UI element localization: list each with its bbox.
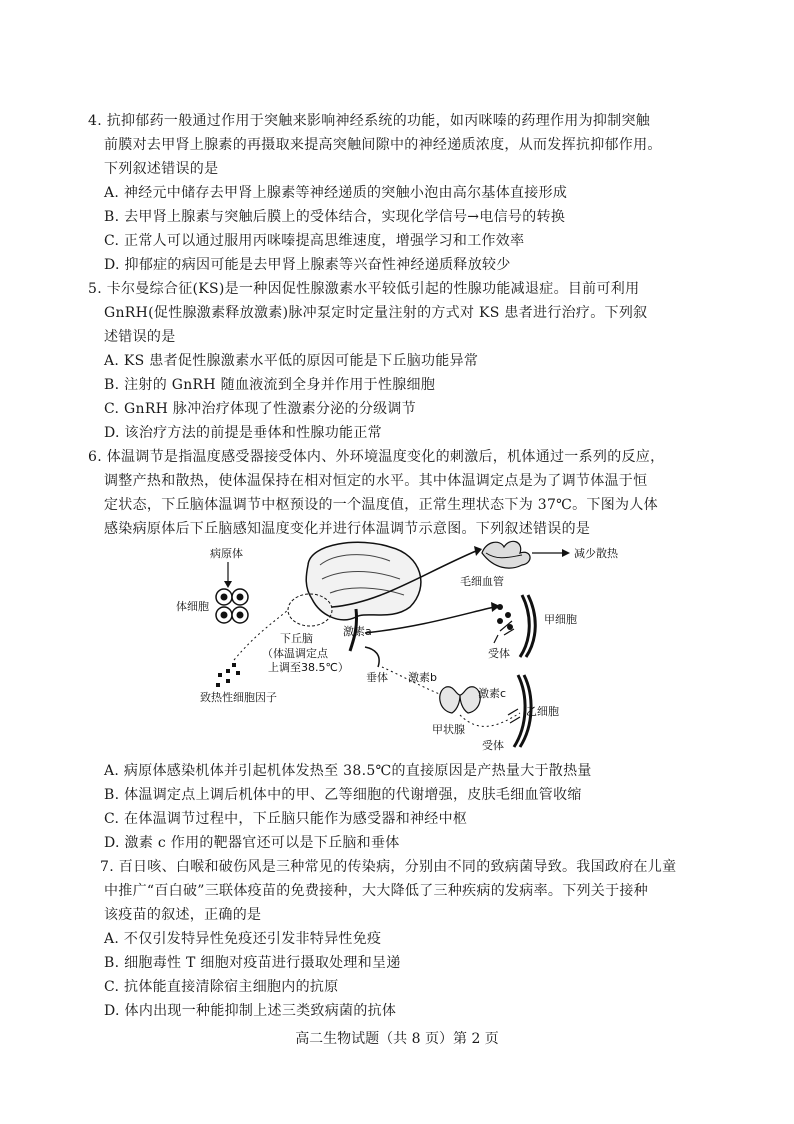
q4-stem-line-2: 前膜对去甲肾上腺素的再摄取来提高突触间隙中的神经递质浓度，从而发挥抗抑郁作用。 bbox=[104, 137, 662, 153]
q6-option-c: C. 在体温调节过程中，下丘脑只能作为感受器和神经中枢 bbox=[104, 811, 468, 827]
q6-stem-line-4: 感染病原体后下丘脑感知温度变化并进行体温调节示意图。下列叙述错误的是 bbox=[104, 521, 591, 537]
thermoregulation-diagram bbox=[160, 535, 640, 760]
q6-stem-line-2: 调整产热和散热，使体温保持在相对恒定的水平。其中体温调定点是为了调节体温于恒 bbox=[104, 473, 648, 489]
label-capillary: 毛细血管 bbox=[460, 575, 504, 588]
label-cell-a: 甲细胞 bbox=[544, 613, 577, 626]
q5-option-d: D. 该治疗方法的前提是垂体和性腺功能正常 bbox=[104, 425, 382, 441]
label-setpoint-1: （体温调定点 bbox=[262, 647, 328, 660]
label-setpoint-2: 上调至38.5℃） bbox=[268, 661, 349, 674]
q7-stem-line-3: 该疫苗的叙述，正确的是 bbox=[104, 907, 262, 923]
q4-stem-line-3: 下列叙述错误的是 bbox=[104, 161, 219, 177]
label-receptor-b: 受体 bbox=[482, 739, 504, 752]
q5-stem-line-2: GnRH(促性腺激素释放激素)脉冲泵定时定量注射的方式对 KS 患者进行治疗。下列叙 bbox=[104, 305, 648, 321]
q4-option-c: C. 正常人可以通过服用丙咪嗪提高思维速度，增强学习和工作效率 bbox=[104, 233, 525, 249]
q4-option-b: B. 去甲肾上腺素与突触后膜上的受体结合，实现化学信号→电信号的转换 bbox=[104, 209, 566, 225]
q6-option-d: D. 激素 c 作用的靶器官还可以是下丘脑和垂体 bbox=[104, 835, 400, 851]
label-cell-b: 乙细胞 bbox=[526, 705, 559, 718]
pyrogen-dots-icon bbox=[216, 663, 240, 687]
q4-option-a: A. 神经元中储存去甲肾上腺素等神经递质的突触小泡由高尔基体直接形成 bbox=[104, 185, 568, 201]
q4-stem-line-1: 4. 抗抑郁药一般通过作用于突触来影响神经系统的功能，如丙咪嗪的药理作用为抑制突触 bbox=[88, 113, 651, 129]
q5-stem-line-1: 5. 卡尔曼综合征(KS)是一种因促性腺激素水平较低引起的性腺功能减退症。目前可利用 bbox=[88, 281, 640, 297]
label-pituitary: 垂体 bbox=[366, 671, 388, 684]
q7-option-b: B. 细胞毒性 T 细胞对疫苗进行摄取处理和呈递 bbox=[104, 955, 401, 971]
q7-option-c: C. 抗体能直接清除宿主细胞内的抗原 bbox=[104, 979, 339, 995]
capillary-icon bbox=[482, 541, 530, 568]
q7-option-a: A. 不仅引发特异性免疫还引发非特异性免疫 bbox=[104, 931, 382, 947]
label-thyroid: 甲状腺 bbox=[432, 723, 465, 736]
label-receptor-a: 受体 bbox=[488, 647, 510, 660]
label-reduce-heat: 减少散热 bbox=[574, 547, 618, 560]
body-cells-icon bbox=[216, 589, 248, 623]
arrowhead-icon bbox=[224, 581, 232, 588]
page-footer: 高二生物试题（共 8 页）第 2 页 bbox=[295, 1031, 499, 1047]
label-hormone-a: 激素a bbox=[343, 625, 372, 638]
arrowhead-icon bbox=[474, 546, 482, 556]
pituitary-icon bbox=[365, 647, 379, 667]
q7-stem-line-1: 7. 百日咳、白喉和破伤风是三种常见的传染病，分别由不同的致病菌导致。我国政府在儿童 bbox=[100, 859, 677, 875]
q5-option-a: A. KS 患者促性腺激素水平低的原因可能是下丘脑功能异常 bbox=[104, 353, 479, 369]
dotted-arrow-hormone-c bbox=[460, 713, 520, 726]
label-hypothalamus: 下丘脑 bbox=[280, 632, 313, 645]
q6-stem-line-1: 6. 体温调节是指温度感受器接受体内、外环境温度变化的刺激后，机体通过一系列的反应， bbox=[88, 449, 665, 465]
q7-stem-line-2: 中推广“百白破”三联体疫苗的免费接种，大大降低了三种疾病的发病率。下列关于接种 bbox=[104, 883, 649, 899]
label-hormone-b: 激素b bbox=[408, 671, 437, 684]
q6-option-a: A. 病原体感染机体并引起机体发热至 38.5℃的直接原因是产热量大于散热量 bbox=[104, 763, 592, 779]
q6-option-b: B. 体温调定点上调后机体中的甲、乙等细胞的代谢增强，皮肤毛细血管收缩 bbox=[104, 787, 582, 803]
label-pathogen: 病原体 bbox=[210, 547, 243, 560]
q6-stem-line-3: 定状态，下丘脑体温调节中枢预设的一个温度值，正常生理状态下为 37℃。下图为人体 bbox=[104, 497, 658, 513]
thyroid-icon bbox=[440, 687, 481, 713]
q5-stem-line-3: 述错误的是 bbox=[104, 329, 176, 345]
q5-option-c: C. GnRH 脉冲治疗体现了性激素分泌的分级调节 bbox=[104, 401, 417, 417]
arrowhead-icon bbox=[562, 549, 570, 557]
q4-option-d: D. 抑郁症的病因可能是去甲肾上腺素等兴奋性神经递质释放较少 bbox=[104, 257, 511, 273]
q7-option-d: D. 体内出现一种能抑制上述三类致病菌的抗体 bbox=[104, 1003, 397, 1019]
label-pyrogen: 致热性细胞因子 bbox=[200, 691, 277, 704]
label-body-cell: 体细胞 bbox=[176, 600, 209, 613]
q5-option-b: B. 注射的 GnRH 随血液流到全身并作用于性腺细胞 bbox=[104, 377, 436, 393]
label-hormone-c: 激素c bbox=[478, 687, 507, 700]
